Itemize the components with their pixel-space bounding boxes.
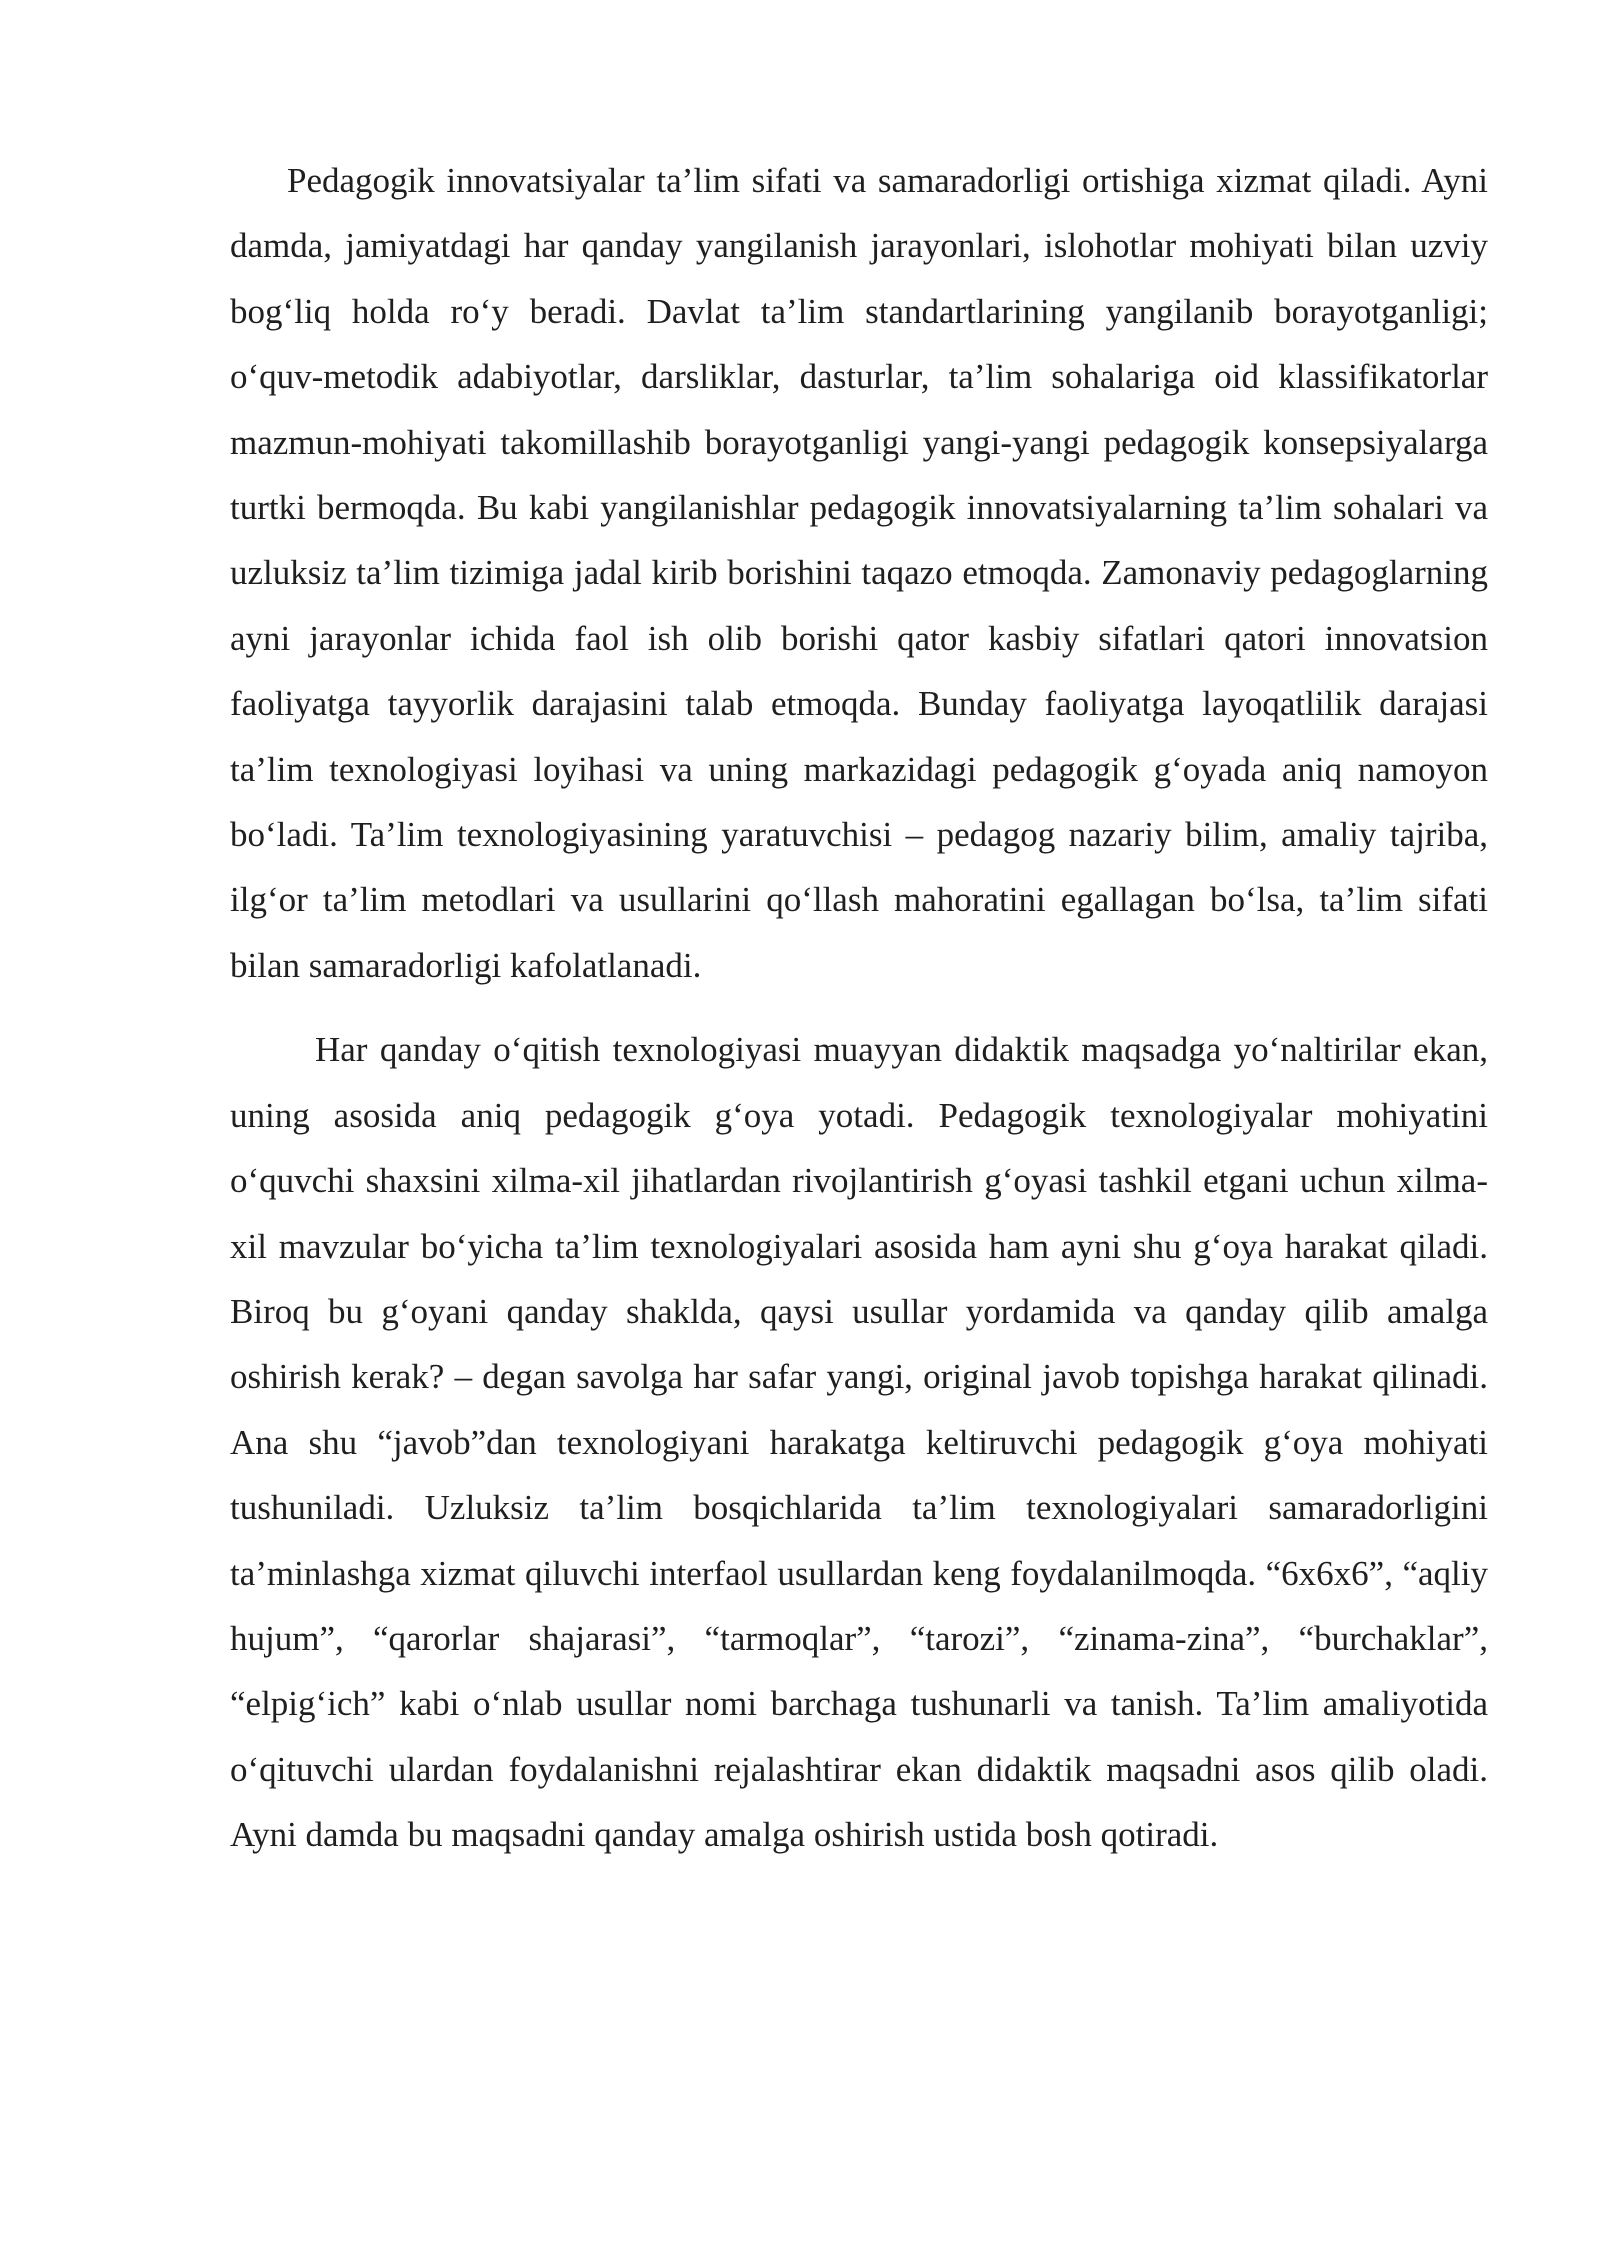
paragraph-innovations: Pedagogik innovatsiyalar ta’lim sifati va samaradorligi ortishiga xizmat qiladi. Ayni damda, jamiyatdagi har qanday yangilanish jarayonlari, islohotlar mohiyati bilan uzviy bog‘liq holda ro‘y beradi. Davlat ta’lim standartlarining yangilanib borayotganligi; o‘quv-metodik adabiyotlar, darsliklar, dasturlar, ta’lim sohalariga oid klassifikatorlar mazmun-mohiyati takomillashib borayotganligi yangi-yangi pedagogik konsepsiyalarga turtki bermoqda. Bu kabi yangilanishlar pedagogik innovatsiyalarning ta’lim sohalari va uzluksiz ta’lim tizimiga jadal kirib borishini taqazo etmoqda. Zamonaviy pedagoglarning ayni jarayonlar ichida faol ish olib borishi qator kasbiy sifatlari qatori innovatsion faoliyatga tayyorlik darajasini talab etmoqda. Bunday faoliyatga layoqatlilik darajasi ta’lim texnologiyasi loyihasi va uning markazidagi pedagogik g‘oyada aniq namoyon bo‘ladi. Ta’lim texnologiyasining yaratuvchisi – pedagog nazariy bilim, amaliy tajriba, ilg‘or ta’lim metodlari va usullarini qo‘llash mahoratini egallagan bo‘lsa, ta’lim sifati bilan samaradorligi kafolatlanadi. [230,161,1488,985]
body-text [230,148,1488,1868]
paragraph-teaching-technology: Har qanday o‘qitish texnologiyasi muayyan didaktik maqsadga yo‘naltirilar ekan, uning asosida aniq pedagogik g‘oya yotadi. Pedagogik texnologiyalar mohiyatini o‘quvchi shaxsini xilma-xil jihatlardan rivojlantirish g‘oyasi tashkil etgani uchun xilma-xil mavzular bo‘yicha ta’lim texnologiyalari asosida ham ayni shu g‘oya harakat qiladi. Biroq bu g‘oyani qanday shaklda, qaysi usullar yordamida va qanday qilib amalga oshirish kerak? – degan savolga har safar yangi, original javob topishga harakat qilinadi. Ana shu “javob”dan texnologiyani harakatga keltiruvchi pedagogik g‘oya mohiyati tushuniladi. Uzluksiz ta’lim bosqichlarida ta’lim texnologiyalari samaradorligini ta’minlashga xizmat qiluvchi interfaol usullardan keng foydalanilmoqda. “6x6x6”, “aqliy hujum”, “qarorlar shajarasi”, “tarmoqlar”, “tarozi”, “zinama-zina”, “burchaklar”, “elpig‘ich” kabi o‘nlab usullar nomi barchaga tushunarli va tanish. Ta’lim amaliyotida o‘qituvchi ulardan foydalanishni rejalashtirar ekan didaktik maqsadni asos qilib oladi. Ayni damda bu maqsadni qanday amalga oshirish ustida bosh qotiradi. [230,1030,1488,1855]
